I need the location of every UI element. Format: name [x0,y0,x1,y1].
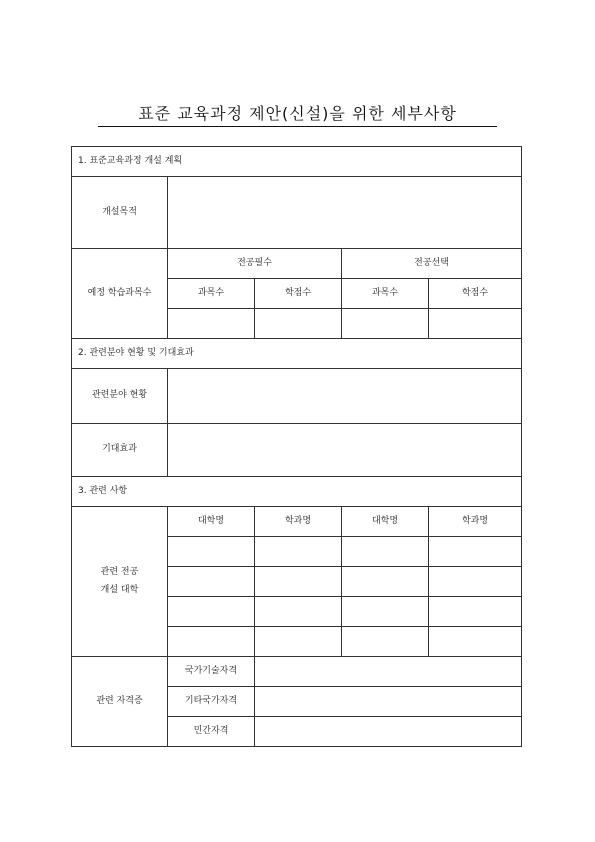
elective-label: 전공선택 [342,249,522,279]
dept-field[interactable] [255,537,342,567]
dept-field[interactable] [429,597,522,627]
status-row [72,369,522,424]
status-label: 관련분야 현황 [72,369,168,424]
cert-row-national-tech [72,657,522,687]
dept-field[interactable] [255,627,342,657]
effect-row [72,424,522,477]
univ-field[interactable] [342,567,429,597]
univ-header-row [72,507,522,537]
section2-heading: 2. 관련분야 현황 및 기대효과 [72,339,522,369]
univ-field[interactable] [168,567,255,597]
univ-label [72,507,168,657]
section2-heading-row [72,339,522,369]
status-field[interactable] [168,369,522,424]
required-course-count-label: 과목수 [168,279,255,309]
univ-field[interactable] [168,537,255,567]
effect-field[interactable] [168,424,522,477]
dept-field[interactable] [429,567,522,597]
dept-col-2: 학과명 [429,507,522,537]
cert-other-national-label: 기타국가자격 [168,687,255,717]
effect-label: 기대효과 [72,424,168,477]
purpose-field[interactable] [168,177,522,249]
courses-header-row [72,249,522,279]
section1-heading-row [72,147,522,177]
dept-field[interactable] [429,627,522,657]
cert-national-tech-field[interactable] [255,657,522,687]
univ-col-2: 대학명 [342,507,429,537]
univ-field[interactable] [342,627,429,657]
univ-field[interactable] [342,597,429,627]
cert-national-tech-label: 국가기술자격 [168,657,255,687]
elective-credit-label: 학점수 [429,279,522,309]
cert-other-national-field[interactable] [255,687,522,717]
univ-label-line1: 관련 전공 [100,567,139,578]
title-underline [98,126,497,127]
required-label: 전공필수 [168,249,342,279]
univ-field[interactable] [342,537,429,567]
cert-private-field[interactable] [255,717,522,747]
dept-col-1: 학과명 [255,507,342,537]
purpose-label: 개설목적 [72,177,168,249]
section3-heading-row [72,477,522,507]
proposal-form-table [71,146,522,747]
purpose-row [72,177,522,249]
univ-field[interactable] [168,627,255,657]
required-course-count-field[interactable] [168,309,255,339]
elective-credit-field[interactable] [429,309,522,339]
univ-col-1: 대학명 [168,507,255,537]
dept-field[interactable] [255,567,342,597]
section3-heading: 3. 관련 사항 [72,477,522,507]
required-credit-label: 학점수 [255,279,342,309]
cert-label: 관련 자격증 [72,657,168,747]
courses-label: 예정 학습과목수 [72,249,168,339]
dept-field[interactable] [429,537,522,567]
required-credit-field[interactable] [255,309,342,339]
dept-field[interactable] [255,597,342,627]
elective-course-count-label: 과목수 [342,279,429,309]
univ-field[interactable] [168,597,255,627]
univ-label-line2: 개설 대학 [100,584,139,595]
section1-heading: 1. 표준교육과정 개설 계획 [72,147,522,177]
elective-course-count-field[interactable] [342,309,429,339]
document-title: 표준 교육과정 제안(신설)을 위한 세부사항 [138,104,457,123]
cert-private-label: 민간자격 [168,717,255,747]
